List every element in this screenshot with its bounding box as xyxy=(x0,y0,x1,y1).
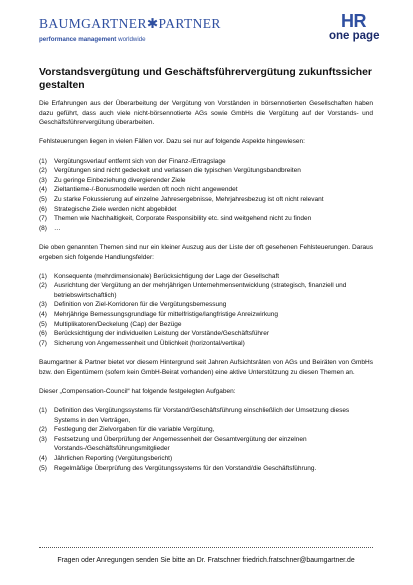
footer-contact: Fragen oder Anregungen senden Sie bitte an Dr. Fratschner friedrich.fratschner@baumgartner.de xyxy=(57,557,355,564)
list-item: (5) Zu starke Fokussierung auf einzelne Jahresergebnisse, Mehrjahresbezug ist oft nicht relevant xyxy=(39,195,324,203)
list-item: (2) Festlegung der Zielvorgaben für die variable Vergütung, xyxy=(39,426,215,434)
list-item: (7) Sicherung von Angemessenheit und Üblichkeit (horizontal/vertikal) xyxy=(39,339,245,347)
list-item: (1) Definition des Vergütungssystems für Vorstand/Geschäftsführung einschließlich der Umsetzung dieses Systems in den Verträgen, xyxy=(39,407,350,424)
list-item: (4) Zieltantieme-/-Bonusmodelle werden oft noch nicht angewendet xyxy=(39,186,238,194)
list-item: (2) Vergütungen sind nicht gedeckelt und verlassen die typischen Vergütungsbandbreiten xyxy=(39,167,301,175)
list-item: (1) Konsequente (mehrdimensionale) Berücksichtigung der Lage der Gesellschaft xyxy=(39,272,280,280)
fields-list xyxy=(39,272,373,349)
list-item: (5) Multiplikatoren/Deckelung (Cap) der Bezüge xyxy=(39,320,182,328)
one-page-logo-text: one page xyxy=(329,30,380,42)
list-item: (4) Jährlichen Reporting (Vergütungsbericht) xyxy=(39,454,173,462)
council-lead: Dieser „Compensation-Council“ hat folgende festgelegten Aufgaben: xyxy=(39,387,236,395)
list-item: (4) Mehrjährige Bemessungsgrundlage für mittelfristige/langfristige Anreizwirkung xyxy=(39,311,278,319)
list-item: (3) Definition von Ziel-Korridoren für die Vergütungsbemessung xyxy=(39,301,227,309)
offer-paragraph: Baumgartner & Partner bietet vor diesem Hintergrund seit Jahren Aufsichtsräten von AGs und Beiräten von GmbHs bzw. den Eigentümern (sofern kein GmbH-Beirat vorhanden) eine aktive Unterstützung zu diesen Themen an. xyxy=(39,359,373,376)
list-item: (6) Strategische Ziele werden nicht abgebildet xyxy=(39,205,177,213)
list-item: (3) Festsetzung und Überprüfung der Angemessenheit der Gesamtvergütung der einzelnen Vorstands-/Geschäftsführungsmitglieder xyxy=(39,435,307,453)
tasks-list xyxy=(39,406,373,473)
company-logo: BAUMGARTNER✱PARTNER xyxy=(39,16,221,31)
tagline-bold: performance management xyxy=(39,36,117,43)
page-header xyxy=(34,10,384,50)
document-body xyxy=(39,99,373,473)
page-title: Vorstandsvergütung und Geschäftsführervergütung zukunftssicher gestalten xyxy=(39,67,372,91)
footer-divider xyxy=(39,547,373,548)
list-item: (2) Ausrichtung der Vergütung an der mehrjährigen Unternehmensentwicklung (strategisch, finanziell und betriebswirtschaftlich) xyxy=(39,282,347,299)
list-item: (8) … xyxy=(39,224,61,232)
hr-one-page-logo xyxy=(329,12,391,42)
fields-lead: Die oben genannten Themen sind nur ein kleiner Auszug aus der Liste der oft gesehenen Fehlsteuerungen. Daraus ergeben sich folgende Handlungsfelder: xyxy=(39,243,373,261)
intro-paragraph: Die Erfahrungen aus der Überarbeitung der Vergütung von Vorständen in börsennotierten Gesellschaften haben dazu geführt, dass auch viele nicht-börsennotierte AGs sowie GmbHs die Vergütung auf der Vorstands- und Geschäftsführervergütung überarbeiten. xyxy=(39,100,373,127)
list-item: (3) Zu geringe Einbeziehung divergierender Ziele xyxy=(39,176,186,184)
mistakes-list xyxy=(39,157,373,234)
list-item: (5) Regelmäßige Überprüfung des Vergütungssystems für den Vorstand/die Geschäftsführung. xyxy=(39,464,317,472)
list-item: (1) Vergütungsverlauf entfernt sich von der Finanz-/Ertragslage xyxy=(39,157,226,165)
tagline-rest: worldwide xyxy=(116,36,146,43)
list-item: (7) Themen wie Nachhaltigkeit, Corporate Responsibility etc. sind weitgehend nicht zu finden xyxy=(39,215,312,223)
company-tagline xyxy=(39,36,146,43)
list-item: (6) Berücksichtigung der individuellen Leistung der Vorstände/Geschäftsführer xyxy=(39,330,269,338)
mistakes-lead: Fehlsteuerungen liegen in vielen Fällen vor. Dazu sei nur auf folgende Aspekte hingewiesen: xyxy=(39,138,305,146)
hr-logo-text: HR xyxy=(341,11,366,31)
